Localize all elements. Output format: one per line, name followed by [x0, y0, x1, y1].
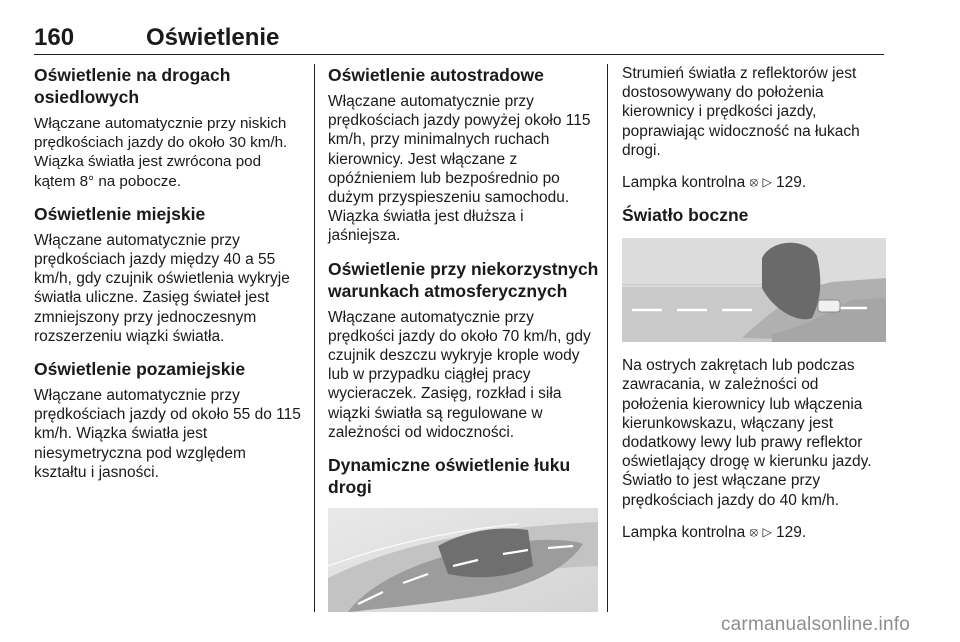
section-text: Włączane automatycznie przy prędkościach jazdy między 40 a 55 km/h, gdy czujnik oświetlenia wykryje światła uliczne. Zasięg świateł jest zmniejszony przy jednoczesnym rozszerzeniu wiązki światła.	[34, 231, 290, 345]
column-1	[34, 64, 302, 494]
chapter-title: Oświetlenie	[146, 24, 280, 51]
section-heading: Oświetlenie autostradowe	[328, 65, 544, 85]
section-heading: Oświetlenie miejskie	[34, 203, 206, 224]
watermark: carmanualsonline.info	[720, 614, 910, 635]
column-2	[328, 64, 600, 626]
section-text: Włączane automatycznie przy niskich prędkościach jazdy do około 30 km/h. Wiązka światła jest zwrócona pod kątem 8° na pobocze.	[34, 115, 288, 190]
page-header	[34, 20, 884, 55]
section-heading: Oświetlenie przy niekorzystnych warunkach atmosferycznych	[328, 258, 599, 301]
section-text: Strumień światła z reflektorów jest dostosowywany do położenia kierownicy i prędkości jazdy, poprawiając widoczność na łukach drogi.	[622, 65, 860, 159]
reference-page: 129.	[775, 523, 807, 541]
column-divider	[607, 64, 608, 612]
headlight-lamp-icon: ⦻	[749, 174, 759, 190]
page-reference-arrow-icon: ▷	[762, 524, 772, 539]
column-divider	[314, 64, 315, 612]
section-heading: Dynamiczne oświetlenie łuku drogi	[328, 455, 571, 498]
cornering-light-illustration	[622, 238, 886, 342]
section-heading: Oświetlenie na drogach osiedlowych	[34, 65, 231, 107]
section-heading: Światło boczne	[622, 205, 749, 226]
page-number: 160	[34, 24, 75, 51]
section-heading: Oświetlenie pozamiejskie	[34, 359, 246, 380]
column-3	[622, 64, 888, 554]
reference-page: 129.	[775, 174, 807, 192]
page-reference	[622, 522, 888, 542]
reference-label: Lampka kontrolna	[622, 174, 746, 192]
section-text: Włączane automatycznie przy prędkości jazdy do około 70 km/h, gdy czujnik deszczu wykryje krople wody lub w przypadku ciągłej pracy wycieraczek. Zasięg, rozkład i siła wiązki światła są regulowane w zależności od widoczności.	[328, 308, 591, 441]
curve-lighting-illustration	[328, 508, 598, 612]
section-text: Włączane automatycznie przy prędkościach jazdy powyżej około 115 km/h, przy minimalnych ruchach kierownicy. Jest włączane z opóźnieniem lub bezpośrednio po dużym przyspieszeniu samochodu. Wiązka światła jest dłuższa i jaśniejsza.	[328, 93, 591, 245]
section-text: Na ostrych zakrętach lub podczas zawracania, w zależności od położenia kierownicy lub włączenia kierunkowskazu, włączany jest dodatkowy lewy lub prawy reflektor oświetlający drogę w kierunku jazdy. Światło to jest włączane przy prędkościach jazdy do 40 km/h.	[622, 357, 872, 509]
section-text: Włączane automatycznie przy prędkościach jazdy od około 55 do 115 km/h. Wiązka światła jest niesymetryczna pod względem kształtu i jasności.	[34, 387, 301, 481]
reference-label: Lampka kontrolna	[622, 523, 746, 541]
page-reference-arrow-icon: ▷	[762, 175, 772, 190]
page-reference	[622, 172, 888, 192]
headlight-lamp-icon: ⦻	[749, 523, 759, 539]
